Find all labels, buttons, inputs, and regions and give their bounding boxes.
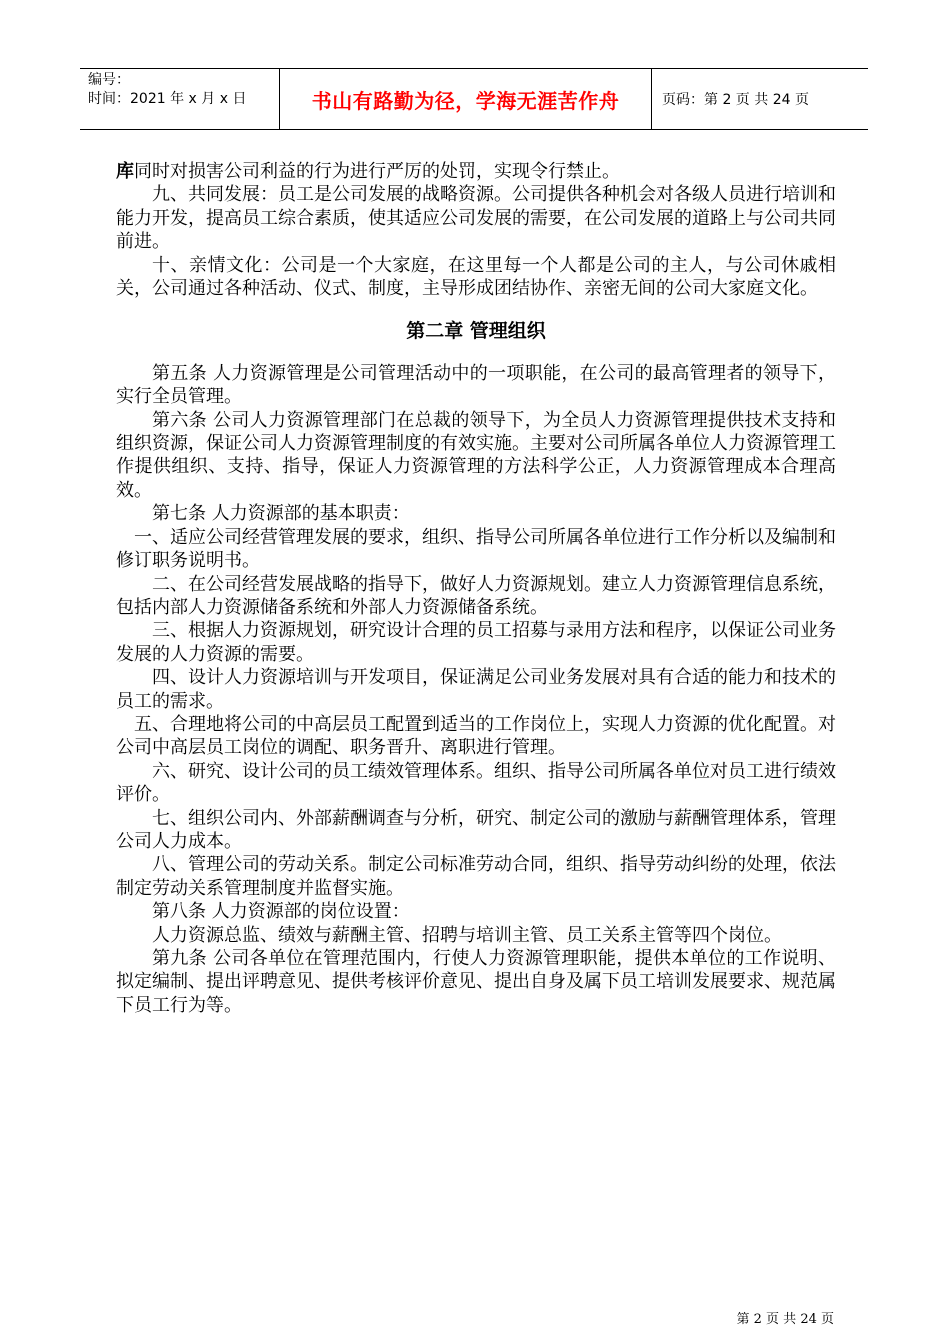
header-meta — [80, 69, 280, 129]
article-7-heading: 第七条 人力资源部的基本职责： — [152, 503, 410, 525]
paragraph-lead-char: 库 — [116, 161, 134, 182]
article-8-heading: 第八条 人力资源部的岗位设置： — [152, 901, 410, 923]
header-page-cell — [652, 69, 868, 129]
article-5: 第五条 人力资源管理是公司管理活动中的一项职能，在公司的最高管理者的领导下，实行全员管理。 — [116, 362, 836, 408]
paragraph-continuation — [116, 160, 836, 183]
header-motto: 书山有路勤为径，学海无涯苦作舟 — [311, 88, 620, 113]
duty-item-6: 六、研究、设计公司的员工绩效管理体系。组织、指导公司所属各单位对员工进行绩效评价。 — [116, 760, 836, 806]
duty-item-3: 三、根据人力资源规划，研究设计合理的员工招募与录用方法和程序，以保证公司业务发展的人力资源的需要。 — [116, 620, 836, 665]
document-body — [116, 160, 836, 1017]
duty-item-2: 二、在公司经营发展战略的指导下，做好人力资源规划。建立人力资源管理信息系统，包括内部人力资源储备系统和外部人力资源储备系统。 — [116, 573, 836, 618]
header-motto-cell — [280, 69, 652, 129]
chapter-heading: 第二章 管理组织 — [406, 320, 546, 343]
paragraph-text: 同时对损害公司利益的行为进行严厉的处罚，实现令行禁止。 — [134, 161, 620, 182]
duty-item-5: 五、合理地将公司的中高层员工配置到适当的工作岗位上，实现人力资源的优化配置。对公司中高层员工岗位的调配、职务晋升、离职进行管理。 — [116, 713, 836, 759]
duty-item-1: 一、适应公司经营管理发展的要求，组织、指导公司所属各单位进行工作分析以及编制和修订职务说明书。 — [116, 526, 836, 572]
article-8-positions: 人力资源总监、绩效与薪酬主管、招聘与培训主管、员工关系主管等四个岗位。 — [152, 924, 782, 946]
duty-item-7: 七、组织公司内、外部薪酬调查与分析，研究、制定公司的激励与薪酬管理体系，管理公司人力成本。 — [116, 807, 836, 852]
duty-item-4: 四、设计人力资源培训与开发项目，保证满足公司业务发展对具有合适的能力和技术的员工的需求。 — [116, 667, 836, 712]
duty-item-8: 八、管理公司的劳动关系。制定公司标准劳动合同，组织、指导劳动纠纷的处理，依法制定劳动关系管理制度并监督实施。 — [116, 854, 836, 899]
header-page-code: 页码：第 2 页 共 24 页 — [662, 92, 809, 108]
article-9: 第九条 公司各单位在管理范围内，行使人力资源管理职能，提供本单位的工作说明、拟定编制、提出评聘意见、提供考核评价意见、提出自身及属下员工培训发展要求、规范属下员工行为等。 — [116, 948, 836, 1016]
header-date: 时间：2021 年 x 月 x 日 — [88, 91, 247, 107]
paragraph-item-9: 九、共同发展：员工是公司发展的战略资源。公司提供各种机会对各级人员进行培训和能力开发，提高员工综合素质，使其适应公司发展的需要，在公司发展的道路上与公司共同前进。 — [116, 184, 836, 253]
article-6: 第六条 公司人力资源管理部门在总裁的领导下，为全员人力资源管理提供技术支持和组织资源，保证公司人力资源管理制度的有效实施。主要对公司所属各单位人力资源管理工作提供组织、支持、指导，保证人力资源管理的方法科学公正，人力资源管理成本合理高效。 — [116, 409, 836, 501]
header-code-label: 编号： — [88, 72, 130, 88]
paragraph-item-10: 十、亲情文化：公司是一个大家庭，在这里每一个人都是公司的主人，与公司休戚相关，公司通过各种活动、仪式、制度，主导形成团结协作、亲密无间的公司大家庭文化。 — [116, 254, 836, 300]
page-footer-number: 第 2 页 共 24 页 — [736, 1312, 834, 1327]
page-header — [80, 68, 868, 130]
